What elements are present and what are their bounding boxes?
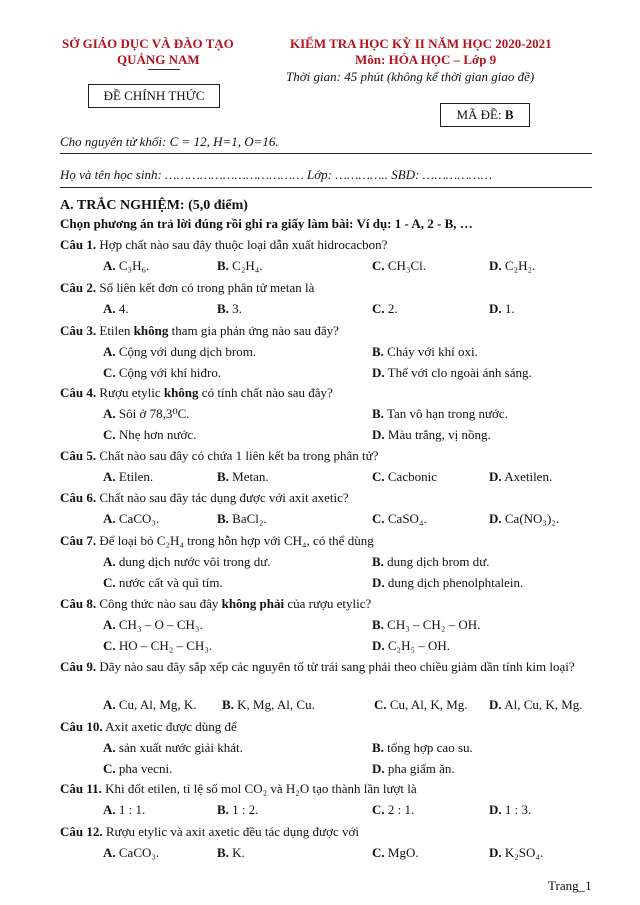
question-emphasis: không phải bbox=[221, 596, 285, 611]
answer-option[interactable] bbox=[217, 844, 245, 861]
question-label: Câu 12. bbox=[60, 824, 103, 839]
question-text: Khi đốt etilen, tỉ lệ số mol CO₂ và H₂O tạo thành lần lượt là bbox=[105, 781, 417, 796]
question-text: có tính chất nào sau đây? bbox=[201, 385, 333, 400]
option-letter: D. bbox=[489, 301, 502, 316]
option-text: HO – CH₂ – CH₃. bbox=[118, 638, 213, 653]
option-text: BaCl₂. bbox=[232, 511, 267, 526]
answer-option[interactable] bbox=[372, 426, 491, 443]
option-text: dung dịch phenolphtalein. bbox=[387, 575, 524, 590]
answer-option[interactable] bbox=[489, 801, 531, 818]
option-text: Cháy với khí oxi. bbox=[387, 344, 478, 359]
question-label: Câu 9. bbox=[60, 659, 97, 674]
question-label: Câu 6. bbox=[60, 490, 97, 505]
option-letter: A. bbox=[103, 617, 116, 632]
option-text: nước cất và quì tím. bbox=[118, 575, 223, 590]
question-stem bbox=[60, 279, 600, 296]
answer-option[interactable] bbox=[372, 574, 523, 591]
option-letter: B. bbox=[217, 845, 229, 860]
question-label: Câu 3. bbox=[60, 323, 97, 338]
option-letter: C. bbox=[103, 427, 116, 442]
option-text: 1 : 2. bbox=[232, 802, 259, 817]
answer-option[interactable] bbox=[372, 844, 419, 861]
option-text: Cu, Al, Mg, K. bbox=[118, 697, 197, 712]
answer-option[interactable] bbox=[372, 739, 473, 756]
option-letter: A. bbox=[103, 802, 116, 817]
exam-title: KIỂM TRA HỌC KỲ II NĂM HỌC 2020-2021 bbox=[290, 36, 552, 51]
option-letter: C. bbox=[372, 258, 385, 273]
question-stem bbox=[60, 780, 600, 797]
option-letter: C. bbox=[372, 469, 385, 484]
province-name: QUẢNG NAM bbox=[117, 52, 200, 67]
answer-option[interactable] bbox=[372, 300, 398, 317]
option-letter: C. bbox=[372, 511, 385, 526]
option-letter: A. bbox=[103, 845, 116, 860]
question-text: Chất nào sau đây tác dụng được với axit axetic? bbox=[99, 490, 349, 505]
answer-option[interactable] bbox=[489, 510, 559, 527]
question-stem bbox=[60, 718, 600, 735]
answer-option[interactable] bbox=[217, 510, 267, 527]
answer-option[interactable] bbox=[489, 257, 535, 274]
answer-option[interactable] bbox=[217, 801, 259, 818]
question-stem bbox=[60, 823, 600, 840]
atomic-mass-info: Cho nguyên tử khối: C = 12, H=1, O=16. bbox=[60, 134, 279, 149]
option-letter: C. bbox=[103, 638, 116, 653]
option-letter: D. bbox=[489, 697, 502, 712]
option-text: K₂SO₄. bbox=[504, 845, 544, 860]
question-stem bbox=[60, 658, 600, 675]
section-instruction: Chọn phương án trả lời đúng rồi ghi ra giấy làm bài: Ví dụ: 1 - A, 2 - B, … bbox=[60, 216, 473, 231]
question-label: Câu 8. bbox=[60, 596, 97, 611]
option-text: CH₃ – O – CH₃. bbox=[118, 617, 203, 632]
option-text: 1 : 1. bbox=[118, 802, 146, 817]
exam-code-box bbox=[440, 103, 530, 127]
question-text: Để loại bỏ C₂H₄ trong hỗn hợp với CH₄, có thể dùng bbox=[99, 533, 374, 548]
question-text: Etilen bbox=[99, 323, 131, 338]
option-letter: A. bbox=[103, 406, 116, 421]
answer-option[interactable] bbox=[103, 343, 256, 360]
option-text: Etilen. bbox=[118, 469, 154, 484]
option-text: MgO. bbox=[387, 845, 419, 860]
answer-option[interactable] bbox=[372, 257, 426, 274]
question-stem bbox=[60, 532, 600, 549]
answer-option[interactable] bbox=[103, 553, 271, 570]
option-letter: D. bbox=[372, 638, 385, 653]
question-label: Câu 11. bbox=[60, 781, 102, 796]
answer-option[interactable] bbox=[222, 696, 315, 713]
option-text: pha vecni. bbox=[118, 761, 173, 776]
question-stem bbox=[60, 322, 600, 339]
option-letter: A. bbox=[103, 740, 116, 755]
answer-option[interactable] bbox=[374, 696, 468, 713]
option-text: 2 : 1. bbox=[387, 802, 415, 817]
answer-option[interactable] bbox=[217, 257, 263, 274]
option-letter: B. bbox=[217, 301, 229, 316]
option-text: CaCO₃. bbox=[118, 511, 160, 526]
option-letter: B. bbox=[222, 697, 234, 712]
question-stem bbox=[60, 595, 600, 612]
answer-option[interactable] bbox=[489, 696, 583, 713]
answer-option[interactable] bbox=[372, 510, 427, 527]
answer-option[interactable] bbox=[103, 696, 197, 713]
question-stem bbox=[60, 489, 600, 506]
option-text: Màu trắng, vị nồng. bbox=[387, 427, 491, 442]
answer-option[interactable] bbox=[103, 405, 190, 422]
answer-option[interactable] bbox=[103, 637, 212, 654]
option-text: dung dịch brom dư. bbox=[387, 554, 490, 569]
option-text: 1 : 3. bbox=[504, 802, 532, 817]
option-text: Metan. bbox=[232, 469, 269, 484]
option-letter: D. bbox=[372, 365, 385, 380]
section-title: A. TRẮC NGHIỆM: (5,0 điểm) bbox=[60, 198, 248, 213]
option-letter: C. bbox=[103, 575, 116, 590]
answer-option[interactable] bbox=[103, 468, 153, 485]
answer-option[interactable] bbox=[217, 300, 242, 317]
option-text: Al, Cu, K, Mg. bbox=[504, 697, 583, 712]
option-text: Cộng với dung dịch brom. bbox=[118, 344, 257, 359]
answer-option[interactable] bbox=[217, 468, 269, 485]
question-text: Công thức nào sau đây bbox=[99, 596, 219, 611]
option-text: CH₃Cl. bbox=[387, 258, 427, 273]
option-text: Cu, Al, K, Mg. bbox=[389, 697, 468, 712]
answer-option[interactable] bbox=[103, 616, 203, 633]
option-text: Axetilen. bbox=[504, 469, 553, 484]
exam-code-value: B bbox=[504, 107, 514, 122]
exam-code-label: MÃ ĐỀ: bbox=[456, 107, 502, 122]
answer-option[interactable] bbox=[103, 760, 172, 777]
option-letter: D. bbox=[372, 575, 385, 590]
option-text: dung dịch nước vôi trong dư. bbox=[118, 554, 271, 569]
answer-option[interactable] bbox=[103, 364, 221, 381]
option-letter: B. bbox=[372, 344, 384, 359]
answer-option[interactable] bbox=[489, 300, 515, 317]
answer-option[interactable] bbox=[372, 553, 490, 570]
question-text: Dãy nào sau đây sắp xếp các nguyên tố từ trái sang phải theo chiều giảm dần tính kim loại? bbox=[99, 659, 575, 674]
province-underline bbox=[148, 69, 180, 70]
option-letter: D. bbox=[489, 845, 502, 860]
question-emphasis: không bbox=[163, 385, 199, 400]
question-text: Hợp chất nào sau đây thuộc loại dẫn xuất hidrocacbon? bbox=[99, 237, 388, 252]
question-label: Câu 10. bbox=[60, 719, 103, 734]
option-text: C₂H₅ – OH. bbox=[387, 638, 451, 653]
option-text: sản xuất nước giải khát. bbox=[118, 740, 243, 755]
option-letter: C. bbox=[372, 845, 385, 860]
option-text: C₂H₄. bbox=[232, 258, 263, 273]
answer-option[interactable] bbox=[372, 405, 508, 422]
question-stem bbox=[60, 447, 600, 464]
option-text: Cộng với khí hiđro. bbox=[118, 365, 222, 380]
option-letter: D. bbox=[489, 469, 502, 484]
page-number: Trang_1 bbox=[548, 878, 592, 893]
question-text: tham gia phản ứng nào sau đây? bbox=[171, 323, 339, 338]
option-letter: A. bbox=[103, 469, 116, 484]
option-text: CH₃ – CH₂ – OH. bbox=[387, 617, 481, 632]
option-text: C₃H₆. bbox=[118, 258, 150, 273]
divider-top bbox=[60, 153, 592, 154]
option-letter: D. bbox=[372, 427, 385, 442]
option-text: tổng hợp cao su. bbox=[387, 740, 473, 755]
option-text: K. bbox=[232, 845, 245, 860]
option-text: Nhẹ hơn nước. bbox=[118, 427, 197, 442]
option-letter: A. bbox=[103, 511, 116, 526]
answer-option[interactable] bbox=[372, 364, 532, 381]
option-letter: C. bbox=[103, 761, 116, 776]
answer-option[interactable] bbox=[489, 468, 552, 485]
option-text: pha giấm ăn. bbox=[387, 761, 455, 776]
option-text: K, Mg, Al, Cu. bbox=[237, 697, 315, 712]
option-letter: B. bbox=[372, 554, 384, 569]
option-letter: B. bbox=[372, 617, 384, 632]
option-letter: B. bbox=[217, 469, 229, 484]
answer-option[interactable] bbox=[103, 844, 159, 861]
student-info-line: Họ và tên học sinh: ……………………………… Lớp: ………….. SBD: ……………… bbox=[60, 167, 493, 182]
answer-option[interactable] bbox=[103, 300, 129, 317]
official-label: ĐỀ CHÍNH THỨC bbox=[103, 88, 205, 103]
option-letter: B. bbox=[217, 258, 229, 273]
divider-bottom bbox=[60, 187, 592, 188]
answer-option[interactable] bbox=[372, 468, 437, 485]
answer-option[interactable] bbox=[103, 739, 243, 756]
answer-option[interactable] bbox=[372, 637, 450, 654]
option-letter: B. bbox=[217, 802, 229, 817]
answer-option[interactable] bbox=[103, 426, 196, 443]
question-label: Câu 5. bbox=[60, 448, 97, 463]
answer-option[interactable] bbox=[372, 343, 478, 360]
question-text: Axit axetic được dùng để bbox=[105, 719, 237, 734]
question-stem bbox=[60, 236, 600, 253]
answer-option[interactable] bbox=[489, 844, 543, 861]
question-text: Số liên kết đơn có trong phân tử metan là bbox=[99, 280, 315, 295]
option-letter: D. bbox=[489, 258, 502, 273]
option-letter: A. bbox=[103, 697, 116, 712]
option-letter: A. bbox=[103, 258, 116, 273]
option-letter: C. bbox=[372, 301, 385, 316]
option-letter: A. bbox=[103, 344, 116, 359]
question-text: của rượu etylic? bbox=[287, 596, 372, 611]
option-text: CaCO₃. bbox=[118, 845, 160, 860]
question-stem bbox=[60, 384, 600, 401]
option-text: Ca(NO₃)₂. bbox=[504, 511, 560, 526]
option-text: 3. bbox=[232, 301, 242, 316]
option-letter: D. bbox=[489, 802, 502, 817]
option-text: Thế với clo ngoài ánh sáng. bbox=[387, 365, 532, 380]
option-letter: B. bbox=[372, 740, 384, 755]
option-letter: D. bbox=[489, 511, 502, 526]
option-letter: B. bbox=[217, 511, 229, 526]
option-letter: C. bbox=[103, 365, 116, 380]
option-text: C₂H₂. bbox=[504, 258, 536, 273]
answer-option[interactable] bbox=[372, 801, 414, 818]
exam-time: Thời gian: 45 phút (không kể thời gian giao đề) bbox=[286, 69, 535, 84]
question-text: Rượu etylic và axit axetic đều tác dụng được với bbox=[105, 824, 359, 839]
question-label: Câu 2. bbox=[60, 280, 97, 295]
option-letter: C. bbox=[372, 802, 385, 817]
subject: Môn: HÓA HỌC – Lớp 9 bbox=[355, 52, 497, 67]
answer-option[interactable] bbox=[103, 257, 149, 274]
option-letter: A. bbox=[103, 554, 116, 569]
answer-option[interactable] bbox=[372, 616, 480, 633]
option-letter: A. bbox=[103, 301, 116, 316]
question-text: Rượu etylic bbox=[99, 385, 161, 400]
answer-option[interactable] bbox=[372, 760, 455, 777]
answer-option[interactable] bbox=[103, 574, 223, 591]
option-text: 4. bbox=[118, 301, 129, 316]
question-text: Chất nào sau đây có chứa 1 liên kết ba trong phân tử? bbox=[99, 448, 379, 463]
question-emphasis: không bbox=[133, 323, 169, 338]
option-text: Tan vô hạn trong nước. bbox=[386, 406, 508, 421]
option-text: CaSO₄. bbox=[387, 511, 427, 526]
official-label-box bbox=[88, 84, 220, 108]
question-label: Câu 4. bbox=[60, 385, 97, 400]
answer-option[interactable] bbox=[103, 801, 145, 818]
option-letter: D. bbox=[372, 761, 385, 776]
option-text: 1. bbox=[504, 301, 515, 316]
option-text: Cacbonic bbox=[387, 469, 437, 484]
option-text: 2. bbox=[387, 301, 398, 316]
option-letter: B. bbox=[372, 406, 384, 421]
department-name: SỞ GIÁO DỤC VÀ ĐÀO TẠO bbox=[62, 36, 234, 51]
option-letter: C. bbox=[374, 697, 387, 712]
answer-option[interactable] bbox=[103, 510, 159, 527]
question-label: Câu 7. bbox=[60, 533, 97, 548]
question-label: Câu 1. bbox=[60, 237, 97, 252]
option-text: Sôi ở 78,3⁰C. bbox=[118, 406, 190, 421]
